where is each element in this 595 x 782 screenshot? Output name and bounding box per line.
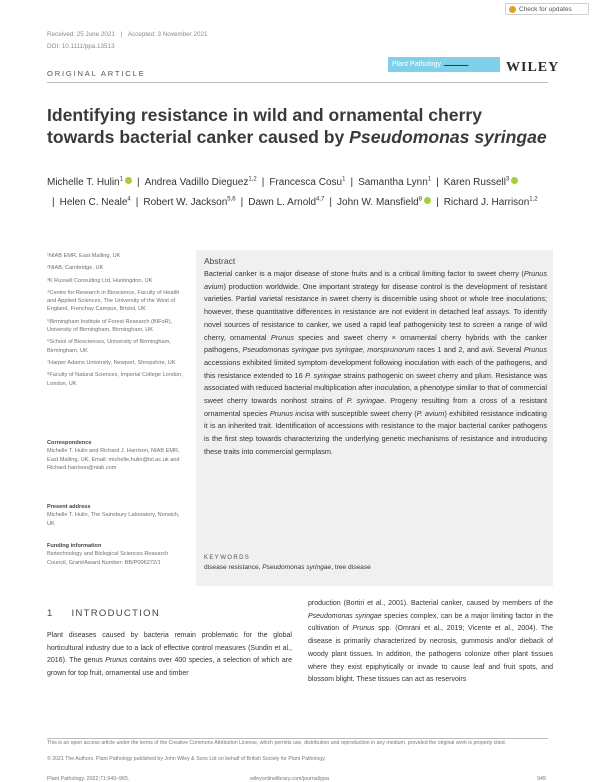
received-date: Received: 25 June 2021 [47,31,115,38]
italic-run: Prunus [523,345,547,355]
author-separator: | [350,177,354,189]
author[interactable]: Michelle T. Hulin$^1$ [47,177,132,188]
italic-run: Pseudomonas syringae [242,345,320,355]
author-affiliation-ref: 1,2 [529,196,538,203]
author-affiliation-ref: 1,2 [248,177,257,183]
section-heading-introduction [47,608,160,619]
correspondence-text: Michelle T. Hulin and Richard J. Harrison, NIAB EMR, East Malling, UK. Email: michelle.hulin@tsl.ac.uk and Richard.harrison@niab.com [47,448,180,471]
accepted-date: Accepted: 3 November 2021 [127,31,208,38]
author[interactable]: Dawn L. Arnold$^{4,7}$ [248,196,325,209]
author[interactable]: Robert W. Jackson$^{5,6}$ [143,196,236,209]
license-text: This is an open access article under the terms of the Creative Commons Attribution License, which permits use, distribution and reproduction in any medium, provided the original work is properly cited. [47,740,507,746]
italic-run: Prunus incisa [269,408,314,418]
affiliation: ²NIAB, Cambridge, UK [47,265,104,272]
title-species: Pseudomonas syringae [349,127,547,147]
correspondence-label: Correspondence [47,440,92,446]
affiliation: ⁸Faculty of Natural Sciences, Imperial College London, London, UK [47,372,183,387]
check-for-updates-label: Check for updates [519,5,572,13]
abstract-text: Bacterial canker is a major disease of stone fruits and is a critical limiting factor to sweet cherry (Prunus avium) production worldwide. One important strategy for disease control is the development of resistant varieties. Partial varietal resistance in sweet cherry is discernible using shoot or whole tree inoculations; however, these quantitative differences in resistance are not evident in detached leaf assays. To identify novel sources of resistance to canker, we used a rapid leaf pathogenicity test to screen a range of wild cherry, ornamental Prunus species and sweet cherry × ornamental cherry hybrids with the canker pathogens, Pseudomonas syringae pvs syringae, morsprunorum races 1 and 2, and avii. Several Prunus accessions exhibited limited symptom development following inoculation with each of the pathogens, and this resistance extended to 16 P. syringae strains pathogenic on sweet cherry and plum. Resistance was associated with reduced bacterial multiplication after inoculation, a phenotype similar to that of commercial sweet cherry towards nonhost strains of P. syringae. Progeny resulting from a cross of a resistant ornamental species Prunus incisa with susceptible sweet cherry (P. avium) exhibited resistance indicating it is an inherited trait. Identification of accessions with resistance to the major bacterial canker pathogens is the first step towards characterizing the underlying genetic mechanisms of resistance and introducing these traits into commercial germplasm. [204,269,548,456]
author[interactable]: Richard J. Harrison$^{1,2}$ [443,196,538,209]
author[interactable]: Samantha Lynn$^1$ [358,177,432,189]
intro-right-column: production (Bortiri et al., 2001). Bacterial canker, caused by members of the Pseudomonas syringae species complex, can be a major limiting factor in the cultivation of Prunus spp. (Omrani et al., 2019; Vicente et al., 2004). The disease is primarily characterized by necrosis, gummosis and/or dieback of woody plant tissues. In addition, the pathogens colonize other plant tissues where they exist epiphytically or invade to cause leaf and fruit spots, and blossom blight. These tissues can act as reservoirs [308,600,554,684]
footer-divider [47,738,548,739]
author-separator: | [261,177,265,189]
italic-run: Prunus avium [204,269,547,291]
italic-run: P. avium [416,408,445,418]
funding-text: Biotechnology and Biological Sciences Research Council, Grant/Award Number: BB/P006272/1 [47,551,169,566]
funding-block [47,542,187,567]
author-affiliation-ref: 1 [119,177,123,183]
orcid-icon[interactable] [424,197,431,204]
keywords-label: KEYWORDS [204,555,251,561]
affiliation: ³K Russell Consulting Ltd, Huntingdon, UK [47,277,153,284]
title-main: Identifying resistance in wild and ornamental cherry towards bacterial canker caused by [47,105,483,147]
affiliation: ⁴Centre for Research in Bioscience, Faculty of Health and Applied Sciences, The University of the West of England, Frenchay Campus, Bristol, UK [47,289,180,313]
italic-run: P. syringae [305,370,342,380]
update-icon [509,6,516,13]
author-separator: | [136,177,140,189]
author-separator: | [436,177,439,189]
italic-run: Prunus [105,657,128,665]
journal-banner-fineprint-icon: ▬▬▬▬▬▬▬ [444,62,469,67]
affiliation: ¹NIAB EMR, East Malling, UK [47,253,121,259]
italic-run: syringae, morsprunorum [335,345,415,355]
author-affiliation-ref: 4 [127,196,131,203]
author-list [47,172,547,212]
keywords-text: disease resistance, Pseudomonas syringae, tree disease [204,564,371,571]
author-affiliation-ref: 3 [505,177,510,183]
author[interactable]: Helen C. Neale$^4$ [59,196,131,209]
author-affiliation-ref: 1 [342,177,346,183]
publisher-logo: WILEY [506,60,560,75]
italic-run: Prunus [352,625,375,633]
funding-label: Funding information [47,543,102,549]
check-for-updates-badge[interactable] [505,3,589,15]
orcid-icon[interactable] [511,177,518,184]
present-address-block [47,503,187,528]
author[interactable]: Andrea Vadillo Dieguez$^{1,2}$ [144,177,257,189]
header-divider [47,82,548,83]
affiliation: ⁶School of Biosciences, University of Birmingham, Birmingham, UK [47,339,171,354]
present-address-label: Present address [47,504,91,510]
section-title: INTRODUCTION [71,608,160,619]
author-separator: | [135,197,139,209]
affiliation: ⁵Birmingham Institute of Forest Research (BIFoR), University of Birmingham, Birmingham, UK [47,318,173,334]
journal-name: Plant Pathology [392,61,442,68]
affiliation: ⁷Harper Adams University, Newport, Shropshire, UK [47,359,176,366]
author[interactable]: Francesca Cosu$^1$ [269,177,346,189]
intro-left-column: Plant diseases caused by bacteria remain problematic for the global horticultural industry due to a lack of effective control measures (Sundin et al., 2016). The genus Prunus contains over 400 species, a selection of which are grown for top fruit, ornamental use and timber [47,632,292,678]
section-number: 1 [47,608,54,619]
abstract-title: Abstract [204,256,236,266]
page-number: 949 [537,776,546,782]
italic-run: P. syringae [346,396,385,406]
orcid-icon[interactable] [125,177,132,184]
copyright-text: © 2021 The Authors. Plant Pathology published by John Wiley & Sons Ltd on behalf of British Society for Plant Pathology. [47,756,326,762]
author-separator: | [52,197,55,209]
article-title [47,104,547,148]
italic-run: Pseudomonas syringae [262,564,332,571]
author-affiliation-ref: 5,6 [227,196,236,203]
author-separator: | [436,197,439,209]
author-affiliation-ref: 1 [427,177,432,183]
journal-url[interactable]: wileyonlinelibrary.com/journal/ppa [250,776,330,782]
author-affiliation-ref: 8 [418,196,423,203]
author[interactable]: Karen Russell$^3$ [444,177,519,188]
affiliation-list [47,252,187,392]
received-accepted-line: Received: 25 June 2021 | Accepted: 3 November 2021 [47,31,208,38]
correspondence-block [47,439,187,472]
article-type: ORIGINAL ARTICLE [47,69,146,78]
present-address-text: Michelle T. Hulin, The Sainsbury Laboratory, Norwich, UK [47,512,180,527]
italic-run: Pseudomonas syringae [308,612,382,620]
author-affiliation-ref: 4,7 [316,196,325,203]
author-separator: | [329,197,333,209]
journal-banner [388,57,500,72]
italic-run: Prunus [270,332,294,342]
italic-run: avii [481,345,493,355]
author-separator: | [240,197,244,209]
citation-line: Plant Pathology. 2022;71:949–965. [47,776,130,782]
author[interactable]: John W. Mansfield$^8$ [337,197,431,208]
doi[interactable]: DOI: 10.1111/ppa.13513 [47,43,115,50]
